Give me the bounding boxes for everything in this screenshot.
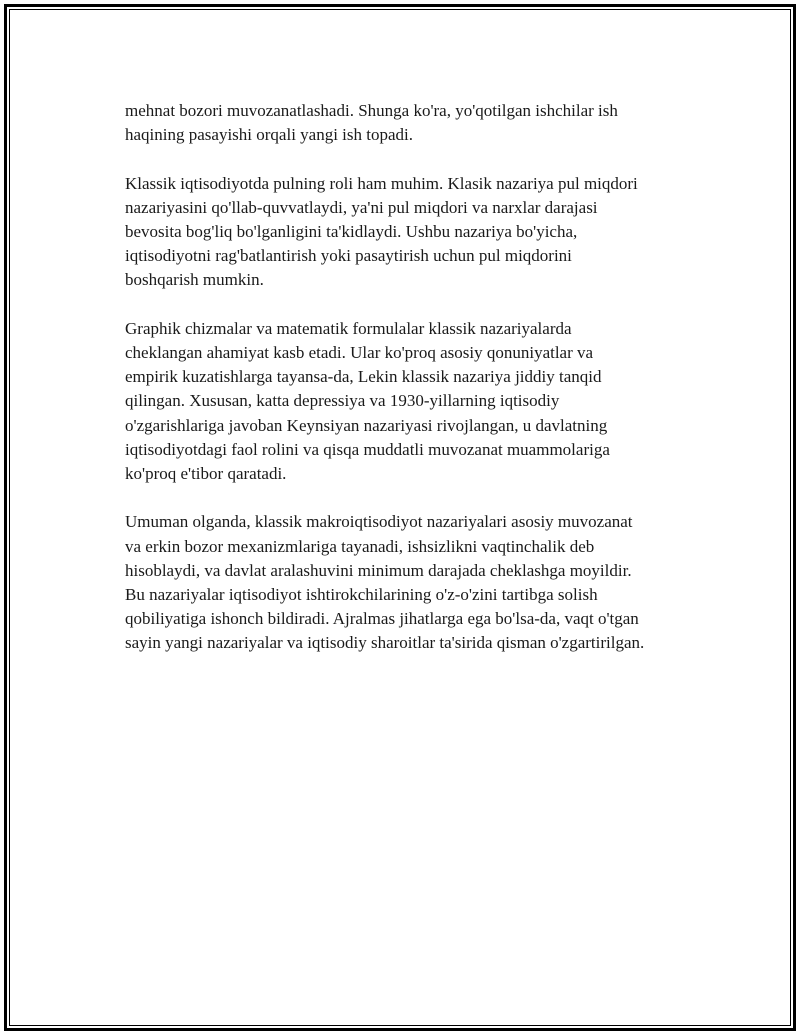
paragraph-4: [125, 510, 705, 655]
text-line: Bu nazariyalar iqtisodiyot ishtirokchilarining o'z-o'zini tartibga solish: [125, 585, 598, 605]
text-line: boshqarish mumkin.: [125, 270, 264, 290]
text-line: bevosita bog'liq bo'lganligini ta'kidlaydi. Ushbu nazariya bo'yicha,: [125, 222, 578, 241]
page-border: [4, 4, 796, 1031]
text-line: sayin yangi nazariyalar va iqtisodiy sharoitlar ta'sirida qisman o'zgartirilgan.: [125, 633, 645, 653]
text-line: Graphik chizmalar va matematik formulalar klassik nazariyalarda: [125, 318, 572, 338]
text-line: iqtisodiyotni rag'batlantirish yoki pasaytirish uchun pul miqdorini: [125, 246, 572, 266]
text-line: o'zgarishlariga javoban Keynsiyan nazariyasi rivojlangan, u davlatning: [125, 415, 608, 435]
text-line: qobiliyatiga ishonch bildiradi. Ajralmas jihatlarga ega bo'lsa-da, vaqt o'tgan: [125, 609, 639, 629]
text-line: nazariyasini qo'llab-quvvatlaydi, ya'ni pul miqdori va narxlar darajasi: [125, 197, 598, 217]
text-line: hisoblaydi, va davlat aralashuvini minimum darajada cheklashga moyildir.: [125, 560, 632, 580]
document-body: [125, 99, 705, 680]
text-line: haqining pasayishi orqali yangi ish topadi.: [125, 125, 414, 145]
paragraph-3: [125, 317, 705, 486]
text-line: Klassik iqtisodiyotda pulning roli ham muhim. Klasik nazariya pul miqdori: [125, 173, 638, 193]
text-line: ko'proq e'tibor qaratadi.: [125, 464, 287, 484]
text-line: empirik kuzatishlarga tayansa-da, Lekin klassik nazariya jiddiy tanqid: [125, 367, 602, 387]
text-line: iqtisodiyotdagi faol rolini va qisqa muddatli muvozanat muammolariga: [125, 439, 610, 459]
paragraph-1: [125, 99, 705, 147]
paragraph-2: [125, 172, 705, 293]
text-line: Umuman olganda, klassik makroiqtisodiyot nazariyalari asosiy muvozanat: [125, 512, 633, 532]
text-line: qilingan. Xususan, katta depressiya va 1930-yillarning iqtisodiy: [125, 391, 560, 411]
text-line: cheklangan ahamiyat kasb etadi. Ular ko'proq asosiy qonuniyatlar va: [125, 343, 594, 362]
text-line: va erkin bozor mexanizmlariga tayanadi, ishsizlikni vaqtinchalik deb: [125, 536, 595, 556]
text-line: mehnat bozori muvozanatlashadi. Shunga ko'ra, yo'qotilgan ishchilar ish: [125, 101, 618, 120]
